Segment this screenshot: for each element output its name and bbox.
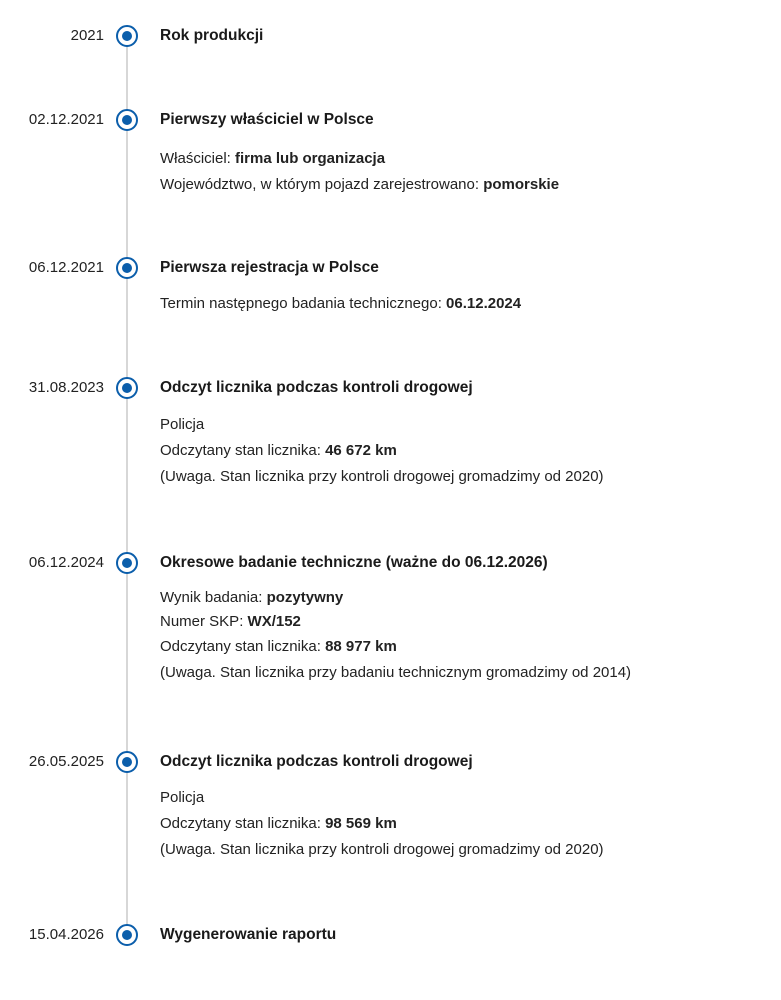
event-date: 06.12.2024 xyxy=(28,554,104,571)
detail-label: Termin następnego badania technicznego: xyxy=(160,295,447,312)
event-details xyxy=(160,146,559,198)
event-details xyxy=(160,412,604,490)
detail-label: Właściciel: xyxy=(160,150,236,167)
detail-label: Odczytany stan licznika: xyxy=(160,638,326,655)
detail-value: 88 977 km xyxy=(325,638,397,655)
detail-label: Odczytany stan licznika: xyxy=(160,815,326,832)
event-title: Wygenerowanie raportu xyxy=(160,926,337,943)
detail-line-odometer xyxy=(160,811,604,837)
event-date: 02.12.2021 xyxy=(28,111,104,128)
detail-value: 06.12.2024 xyxy=(446,295,522,312)
event-details xyxy=(160,586,631,686)
detail-label: Województwo, w którym pojazd zarejestrowano: xyxy=(160,176,484,193)
detail-line-skp-number xyxy=(160,610,631,634)
timeline-dot-icon xyxy=(116,25,138,47)
detail-line-note xyxy=(160,464,604,490)
detail-line-result xyxy=(160,586,631,610)
event-date: 15.04.2026 xyxy=(28,926,104,943)
detail-line-odometer xyxy=(160,438,604,464)
timeline-dot-icon xyxy=(116,257,138,279)
detail-line-note xyxy=(160,660,631,686)
event-title: Pierwsza rejestracja w Polsce xyxy=(160,259,379,276)
event-details xyxy=(160,291,521,317)
event-date: 2021 xyxy=(70,27,104,44)
detail-line-odometer xyxy=(160,634,631,660)
detail-line-note xyxy=(160,837,604,863)
event-title: Odczyt licznika podczas kontroli drogowej xyxy=(160,753,473,770)
detail-label: Numer SKP: xyxy=(160,613,248,630)
detail-value: pomorskie xyxy=(483,176,560,193)
timeline-dot-icon xyxy=(116,377,138,399)
event-date: 31.08.2023 xyxy=(28,379,104,396)
detail-label: (Uwaga. Stan licznika przy kontroli drogowej gromadzimy od 2020) xyxy=(160,468,604,485)
event-title: Rok produkcji xyxy=(160,27,264,44)
detail-label: Policja xyxy=(160,789,205,806)
detail-value: 46 672 km xyxy=(325,442,397,459)
detail-value: pozytywny xyxy=(266,589,344,606)
event-title: Okresowe badanie techniczne (ważne do 06.12.2026) xyxy=(160,554,548,571)
detail-line-authority xyxy=(160,785,604,811)
detail-value: WX/152 xyxy=(247,613,301,630)
event-title: Pierwszy właściciel w Polsce xyxy=(160,111,374,128)
detail-label: Odczytany stan licznika: xyxy=(160,442,326,459)
detail-line-voivodeship xyxy=(160,172,559,198)
timeline-dot-icon xyxy=(116,751,138,773)
timeline-dot-icon xyxy=(116,924,138,946)
detail-line-authority xyxy=(160,412,604,438)
detail-label: Policja xyxy=(160,416,205,433)
detail-line-next-inspection xyxy=(160,291,521,317)
event-title: Odczyt licznika podczas kontroli drogowej xyxy=(160,379,473,396)
event-date: 26.05.2025 xyxy=(28,753,104,770)
detail-line-owner xyxy=(160,146,559,172)
timeline-axis-line xyxy=(126,36,128,934)
detail-value: 98 569 km xyxy=(325,815,397,832)
event-date: 06.12.2021 xyxy=(28,259,104,276)
timeline-dot-icon xyxy=(116,552,138,574)
timeline-dot-icon xyxy=(116,109,138,131)
detail-value: firma lub organizacja xyxy=(235,150,386,167)
detail-label: Wynik badania: xyxy=(160,589,267,606)
detail-label: (Uwaga. Stan licznika przy badaniu technicznym gromadzimy od 2014) xyxy=(160,664,632,681)
event-details xyxy=(160,785,604,863)
detail-label: (Uwaga. Stan licznika przy kontroli drogowej gromadzimy od 2020) xyxy=(160,841,604,858)
